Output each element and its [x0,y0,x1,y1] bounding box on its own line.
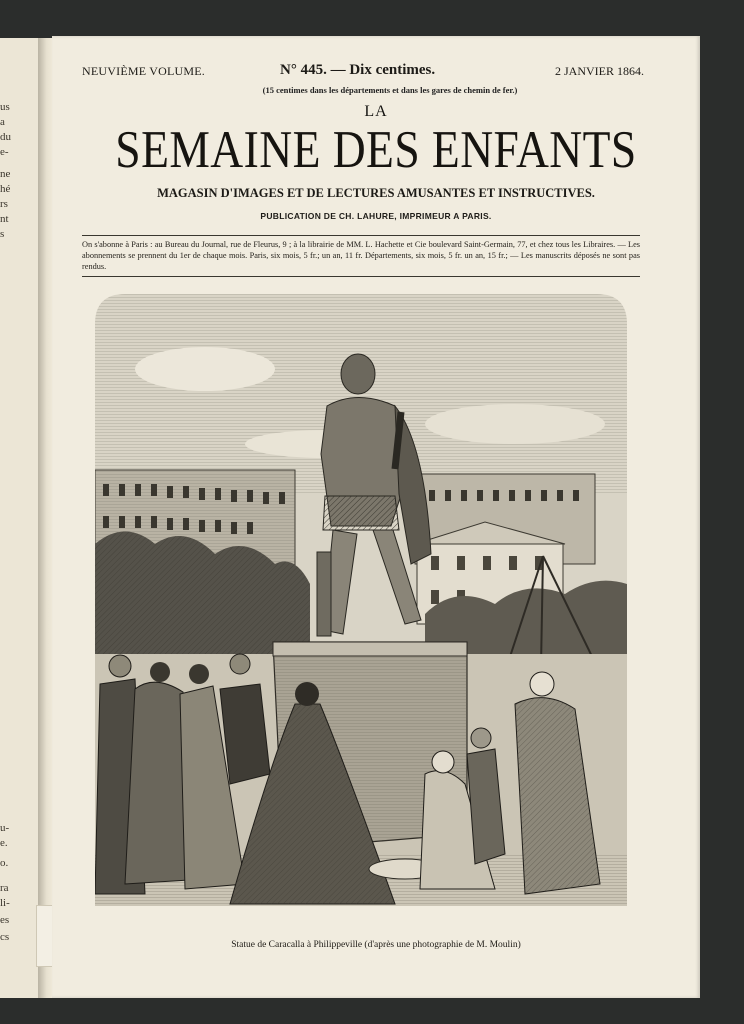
cloud [135,347,275,391]
divider-bottom [82,276,640,277]
arab-head [471,728,491,748]
visitor-head [295,682,319,706]
left-fragment: li- [0,897,10,909]
divider-top [82,235,640,236]
left-fragment: s [0,228,5,240]
left-fragment: es [0,914,10,926]
book-gutter [38,38,52,998]
issue-date: 2 JANVIER 1864. [555,64,644,78]
left-fragment: hé [0,183,11,195]
engraving-illustration [95,294,627,906]
statue-skirt [323,496,399,530]
left-fragment: e. [0,837,8,849]
left-fragment: cs [0,931,10,943]
cloud [425,404,605,444]
left-fragment: e- [0,146,9,158]
arab-hood [432,751,454,773]
masthead-article: LA [364,103,388,120]
visitor-head [189,664,209,684]
left-fragment: rs [0,198,8,210]
illustration-caption: Statue de Caracalla à Philippeville (d'après une photographie de M. Moulin) [231,940,521,950]
pedestal-top [273,642,467,656]
issue-number: N° 445. — Dix centimes. [280,62,436,78]
header-row [82,64,644,80]
statue-support [317,552,331,636]
arab-turban [530,672,554,696]
left-fragment: o. [0,857,9,869]
visitor-head [150,662,170,682]
left-fragment: u- [0,822,10,834]
volume-label: NEUVIÈME VOLUME. [82,64,205,78]
newspaper-page [52,36,700,998]
visitor-head [109,655,131,677]
left-fragment: ne [0,168,11,180]
masthead-tagline: MAGASIN D'IMAGES ET DE LECTURES AMUSANTES ET INSTRUCTIVES. [157,186,595,200]
statue-head [341,354,375,394]
left-fragment: us [0,101,10,113]
visitor-head [230,654,250,674]
left-page-edge [0,38,40,998]
left-fragment: nt [0,213,9,225]
masthead-title: SEMAINE DES ENFANTS [115,121,637,179]
left-fragment: du [0,131,11,143]
publisher-line: PUBLICATION DE CH. LAHURE, IMPRIMEUR A PARIS. [260,211,492,221]
left-fragment: a [0,116,5,128]
left-fragment: ra [0,882,9,894]
price-note: (15 centimes dans les départements et dans les gares de chemin de fer.) [262,85,518,95]
subscription-notice: On s'abonne à Paris : au Bureau du Journal, rue de Fleurus, 9 ; à la librairie de MM. L. Hachette et Cie boulevard Saint-Germain, 77, et chez tous les Libraires. — Les abonnements se prennent du 1er de chaque mois. Paris, six mois, 5 fr.; un an, 11 fr. Départements, six mois, 5 fr. un an, 15 fr.; — Les manuscrits déposés ne sont pas rendus. [82,240,640,271]
